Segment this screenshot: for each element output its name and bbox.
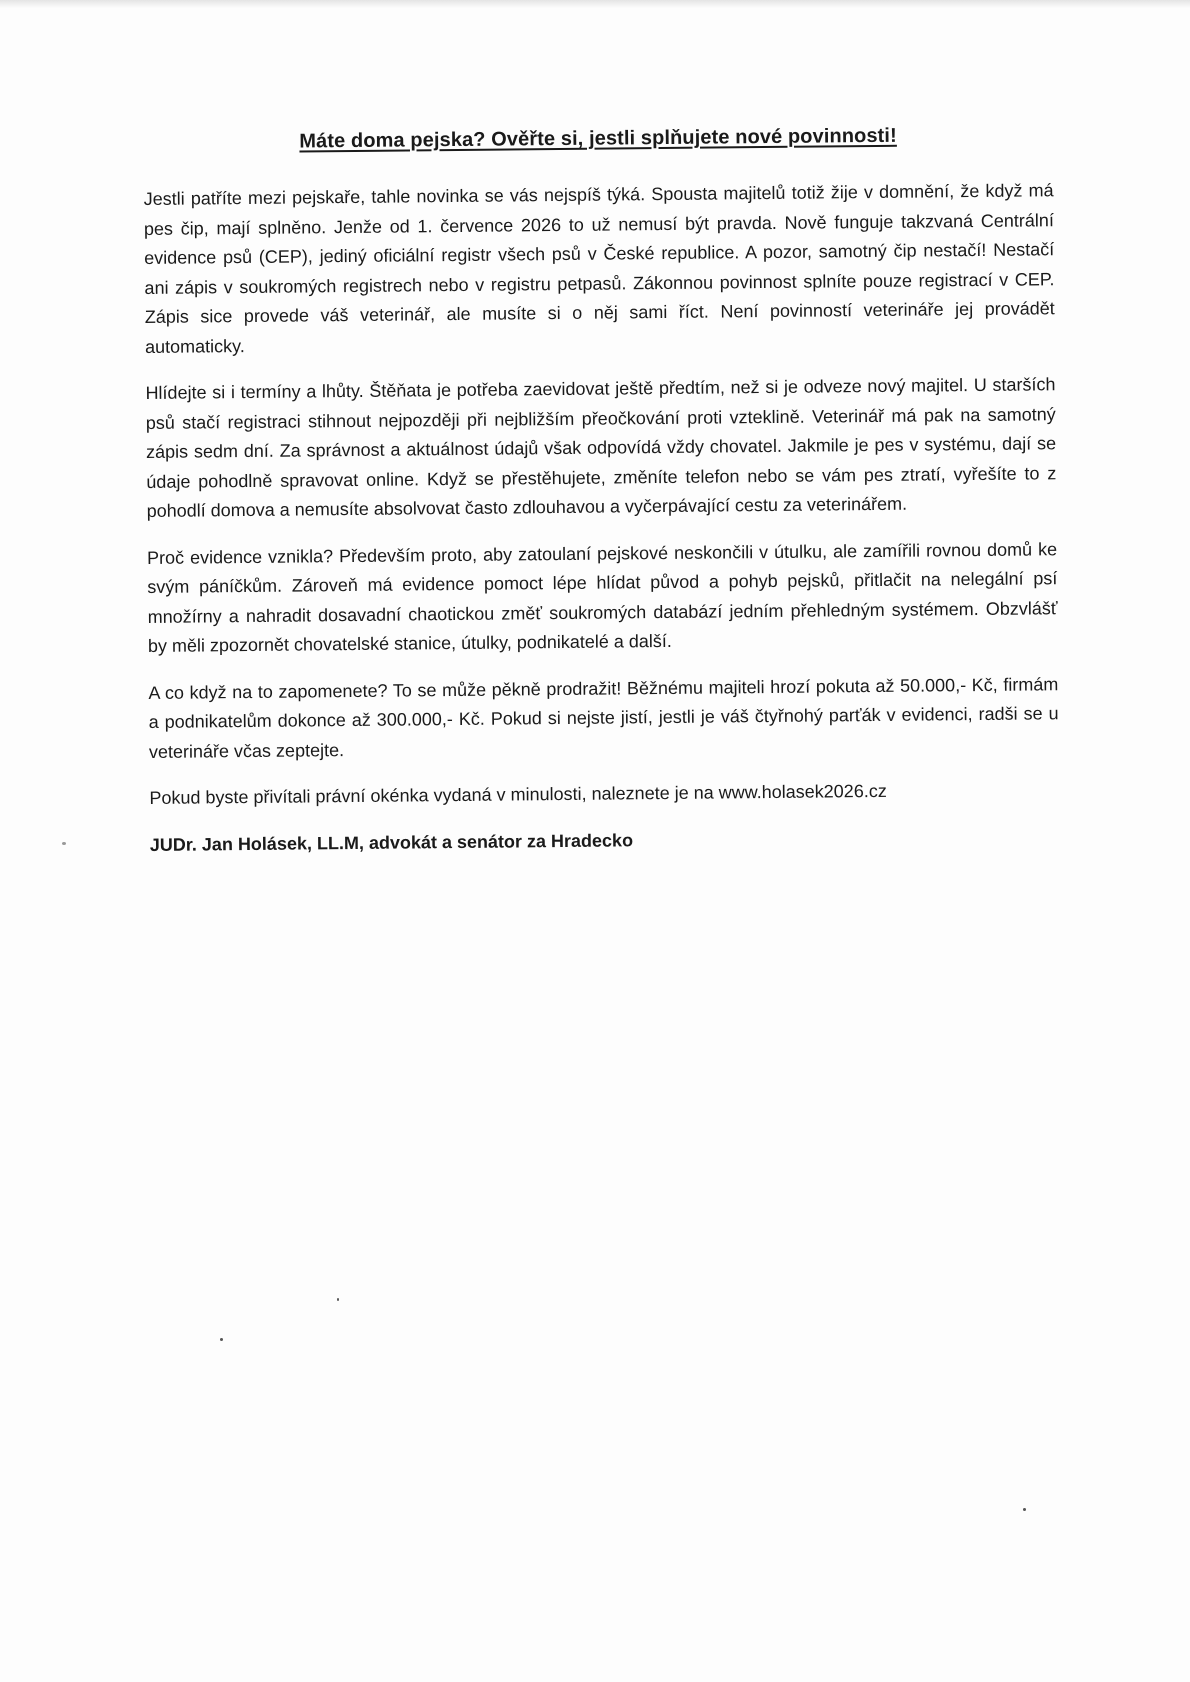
paragraph-3: Proč evidence vznikla? Především proto, aby zatoulaní pejskové neskončili v útulku, ale zamířili rovnou domů ke svým páníčkům. Zároveň má evidence pomoct lépe hlídat původ a pohyb pejsků, přitlačit na nelegální psí množírny a nahradit dosavadní chaotickou změť soukromých databází jedním přehledným systémem. Obzvlášť by měli zpozornět chovatelské stanice, útulky, podnikatelé a další. — [146, 538, 1058, 656]
paragraph-2: Hlídejte si i termíny a lhůty. Štěňata je potřeba zaevidovat ještě předtím, než si je odveze nový majitel. U starších psů stačí registraci stihnout nejpozději při nejbližším přeočkování proti vzteklině. Veterinář má pak na samotný zápis sedm dní. Za správnost a aktuálnost údajů však odpovídá vždy chovatel. Jakmile je pes v systému, dají se údaje pohodlně spravovat online. Když se přestěhujete, změníte telefon nebo se vám pes ztratí, vyřešíte to z pohodlí domova a nemusíte absolvovat často zdlouhavou a vyčerpávající cestu za veterinářem. — [145, 374, 1057, 521]
scan-speck — [1023, 1508, 1026, 1511]
scan-top-edge — [0, 0, 1190, 8]
paragraph-5-link-note: Pokud byste přivítali právní okénka vydaná v minulosti, naleznete je na www.holasek2026.cz — [149, 780, 887, 808]
author-signature: JUDr. Jan Holásek, LL.M, advokát a senátor za Hradecko — [149, 829, 634, 855]
article-title: Máte doma pejska? Ověřte si, jestli splňujete nové povinnosti! — [299, 124, 897, 153]
article — [143, 123, 1060, 859]
scan-speck — [337, 1298, 339, 1301]
scan-speck — [62, 842, 66, 845]
scan-speck — [220, 1338, 223, 1341]
paragraph-4: A co když na to zapomenete? To se může pěkně prodražit! Běžnému majiteli hrozí pokuta až 50.000,- Kč, firmám a podnikatelům dokonce až 300.000,- Kč. Pokud si nejste jistí, jestli je váš čtyřnohý parťák v evidenci, radši se u veterináře včas zeptejte. — [148, 673, 1059, 762]
paragraph-1: Jestli patříte mezi pejskaře, tahle novinka se vás nejspíš týká. Spousta majitelů totiž žije v domnění, že když má pes čip, mají splněno. Jenže od 1. července 2026 to už nemusí být pravda. Nově funguje takzvaná Centrální evidence psů (CEP), jediný oficiální registr všech psů v České republice. A pozor, samotný čip nestačí! Nestačí ani zápis v soukromých registrech nebo v registru petpasů. Zákonnou povinnost splníte pouze registrací v CEP. Zápis sice provede váš veterinář, ale musíte si o něj sami říct. Není povinností veterináře jej provádět automaticky. — [143, 180, 1055, 357]
